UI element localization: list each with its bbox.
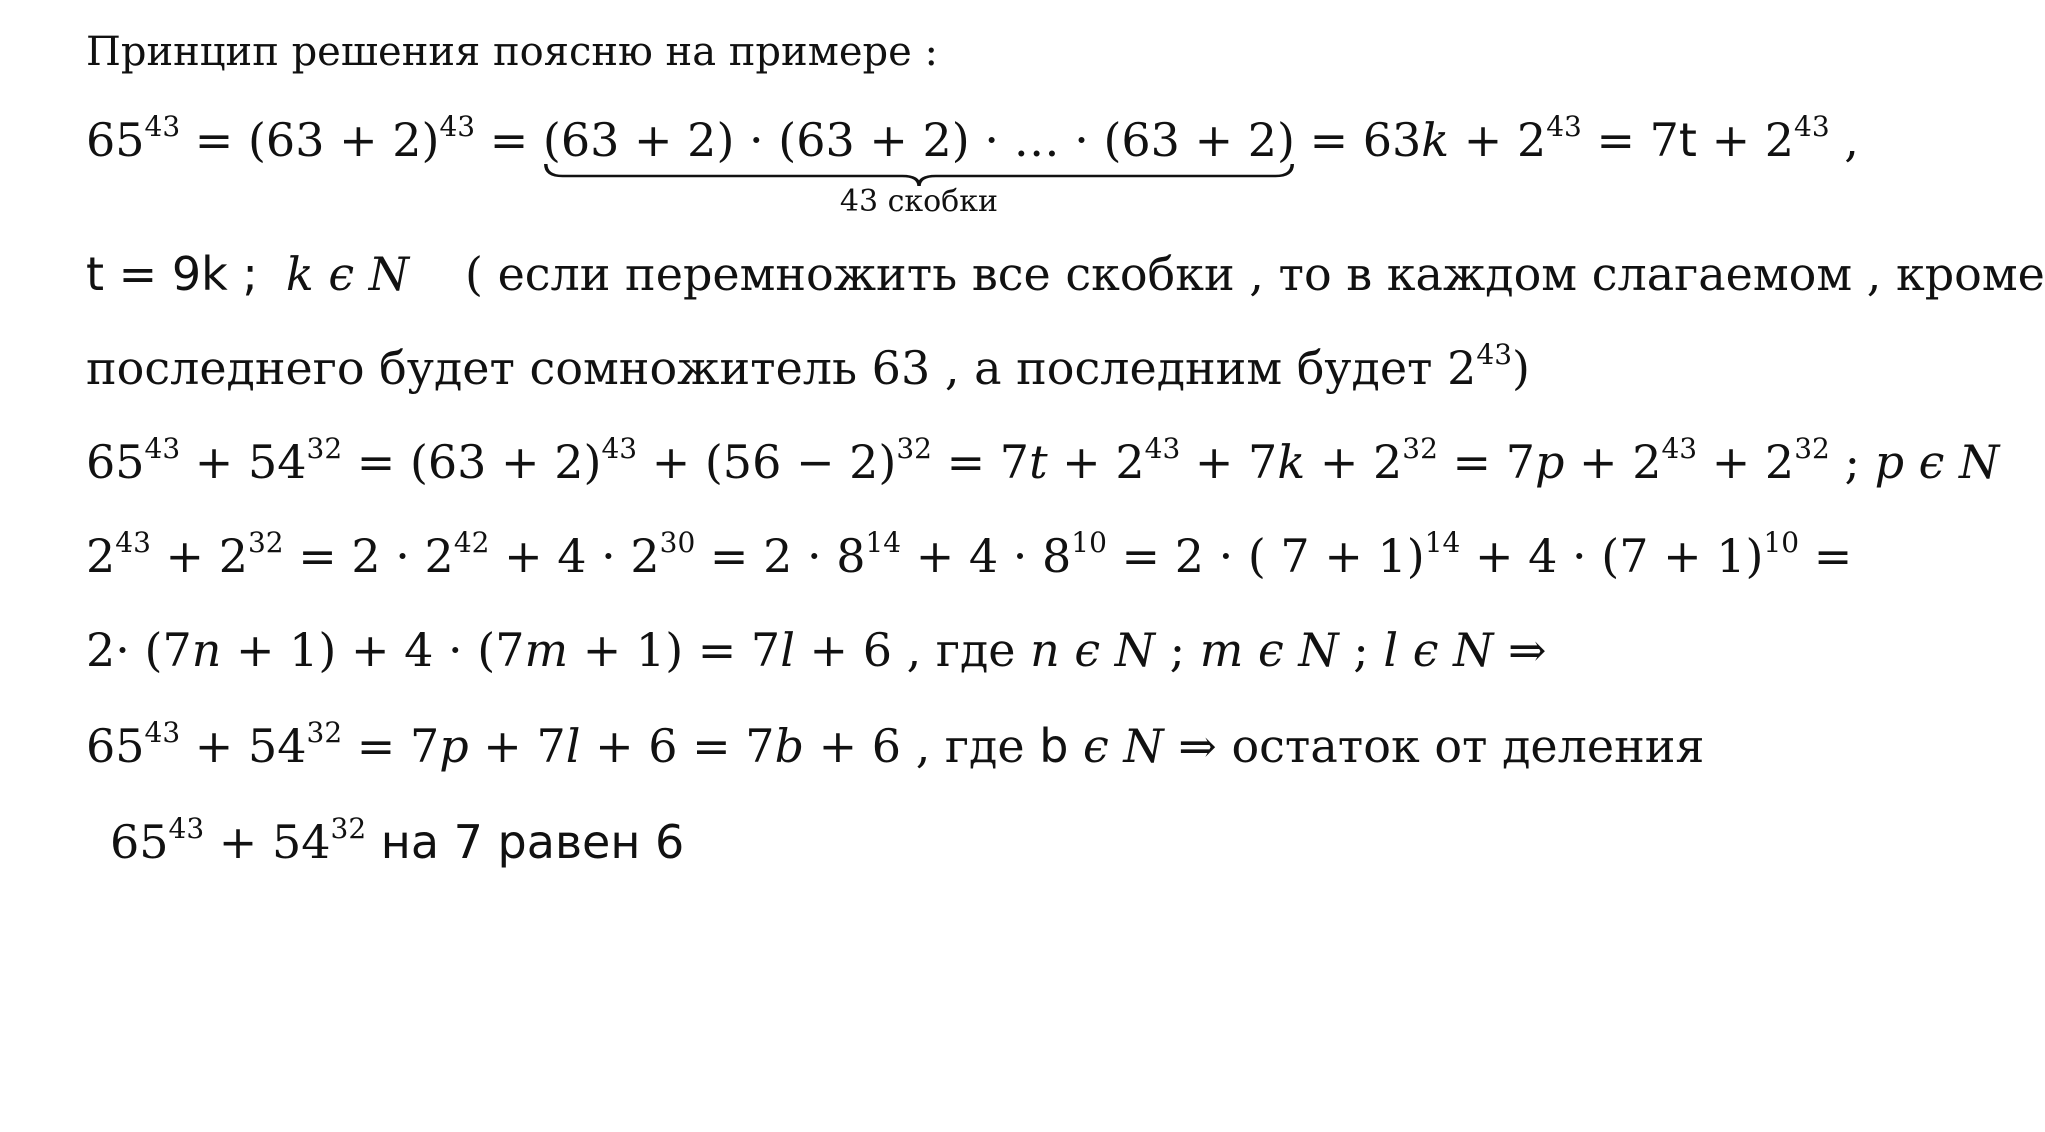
term: = (63 + 2) <box>342 435 602 489</box>
term: + 1) + 4 · (7 <box>221 623 525 677</box>
exponent: 43 <box>1661 432 1698 465</box>
set-membership: k ϵ N <box>285 247 409 301</box>
term: + 2 <box>1449 113 1547 167</box>
term: + 2 <box>150 529 248 583</box>
term: + 2 <box>1696 113 1795 167</box>
term: = 7 <box>1437 435 1535 489</box>
exponent: 10 <box>1071 526 1107 559</box>
term: = 2 · 2 <box>283 529 454 583</box>
equation-line-7 <box>86 718 1704 774</box>
equation-line-6 <box>86 622 1547 678</box>
term: = 63 <box>1294 113 1422 167</box>
exponent: 43 <box>144 716 181 749</box>
term: + 6 = 7 <box>580 719 775 773</box>
comment-text: ( если перемножить все скобки , то в каждом слагаемом , кроме <box>465 247 2045 301</box>
term: = 7 <box>932 435 1030 489</box>
term: + 54 <box>180 719 307 773</box>
term: = 2 · ( 7 + 1) <box>1106 529 1425 583</box>
term: + 2 <box>1564 435 1662 489</box>
set-membership: n ϵ N <box>1030 623 1156 677</box>
term: = <box>1799 529 1853 583</box>
variable: l <box>565 719 581 773</box>
equation-line-3 <box>86 340 1530 396</box>
operator: = <box>180 113 248 167</box>
variable: p <box>1534 435 1565 489</box>
comment-text: последнего будет сомножитель 63 , а последним будет 2 <box>86 341 1477 395</box>
term: + 4 · (7 + 1) <box>1460 529 1764 583</box>
term: = 7 <box>1581 113 1679 167</box>
term: 2· (7 <box>86 623 192 677</box>
exponent: 32 <box>1402 432 1438 465</box>
definition: t = 9k ; <box>86 247 258 301</box>
term: (63 + 2) <box>247 113 440 167</box>
exponent: 32 <box>896 432 932 465</box>
exponent: 32 <box>247 526 284 559</box>
variable: b <box>774 719 805 773</box>
term: + 1) = 7 <box>568 623 781 677</box>
equation-line-4 <box>86 434 1999 490</box>
term: + 54 <box>180 435 307 489</box>
term: ) <box>1512 341 1530 395</box>
term: + 2 <box>1697 435 1795 489</box>
underbrace-group <box>542 112 1295 219</box>
exponent: 42 <box>453 526 490 559</box>
variable: b <box>1039 719 1069 773</box>
exponent: 43 <box>1546 110 1582 143</box>
exponent: 43 <box>1144 432 1181 465</box>
exponent: 32 <box>1794 432 1830 465</box>
term: ; <box>1829 435 1875 489</box>
implies-symbol: ⇒ <box>1493 623 1547 677</box>
term: + 2 <box>1305 435 1403 489</box>
term: + 7 <box>468 719 566 773</box>
term: + 54 <box>204 815 331 869</box>
exponent: 32 <box>306 432 343 465</box>
term: + 4 · 8 <box>901 529 1072 583</box>
term: + 7 <box>1180 435 1278 489</box>
exponent: 43 <box>115 526 151 559</box>
variable: l <box>780 623 795 677</box>
variable: t <box>1029 435 1048 489</box>
term: 65 <box>86 113 145 167</box>
variable: n <box>191 623 222 677</box>
exponent: 43 <box>168 812 205 845</box>
variable: k <box>1277 435 1306 489</box>
exponent: 14 <box>1424 526 1461 559</box>
term: 65 <box>86 719 145 773</box>
term: = 7 <box>342 719 440 773</box>
variable: k <box>1421 113 1450 167</box>
brace-label: 43 скобки <box>839 184 998 219</box>
exponent: 43 <box>439 110 476 143</box>
term: + 6 , где <box>804 719 1040 773</box>
equation-line-1 <box>86 110 1859 219</box>
equation-line-2 <box>86 246 2045 302</box>
exponent: 43 <box>144 110 181 143</box>
exponent: 43 <box>1476 338 1513 371</box>
set-membership: l ϵ N <box>1383 623 1494 677</box>
variable: p <box>439 719 469 773</box>
variable: t <box>1678 113 1697 167</box>
term: 65 <box>86 435 145 489</box>
exponent: 32 <box>330 812 367 845</box>
term: = 2 · 8 <box>695 529 866 583</box>
set-membership: ϵ N <box>1068 719 1164 773</box>
exponent: 43 <box>601 432 638 465</box>
variable: m <box>524 623 569 677</box>
set-membership: m ϵ N <box>1199 623 1339 677</box>
equation-line-8 <box>110 814 684 870</box>
exponent: 32 <box>306 716 343 749</box>
conclusion-text: ⇒ остаток от деления <box>1163 719 1705 773</box>
intro-text: Принцип решения поясню на примере : <box>86 29 938 75</box>
conclusion-text: на 7 равен 6 <box>366 815 685 869</box>
operator: = <box>475 113 543 167</box>
exponent: 43 <box>1794 110 1830 143</box>
term: 2 <box>86 529 116 583</box>
term: + (56 − 2) <box>637 435 897 489</box>
set-membership: p ϵ N <box>1874 435 2000 489</box>
product-expression: (63 + 2) · (63 + 2) · … · (63 + 2) <box>542 113 1295 167</box>
term: , <box>1829 113 1859 167</box>
term: ; <box>1155 623 1200 677</box>
term: 65 <box>110 815 169 869</box>
equation-line-5 <box>86 528 1852 584</box>
exponent: 14 <box>865 526 902 559</box>
term: + 2 <box>1047 435 1145 489</box>
term: + 4 · 2 <box>489 529 660 583</box>
exponent: 30 <box>659 526 696 559</box>
term: + 6 , где <box>794 623 1031 677</box>
exponent: 43 <box>144 432 181 465</box>
exponent: 10 <box>1763 526 1800 559</box>
term: ; <box>1338 623 1384 677</box>
